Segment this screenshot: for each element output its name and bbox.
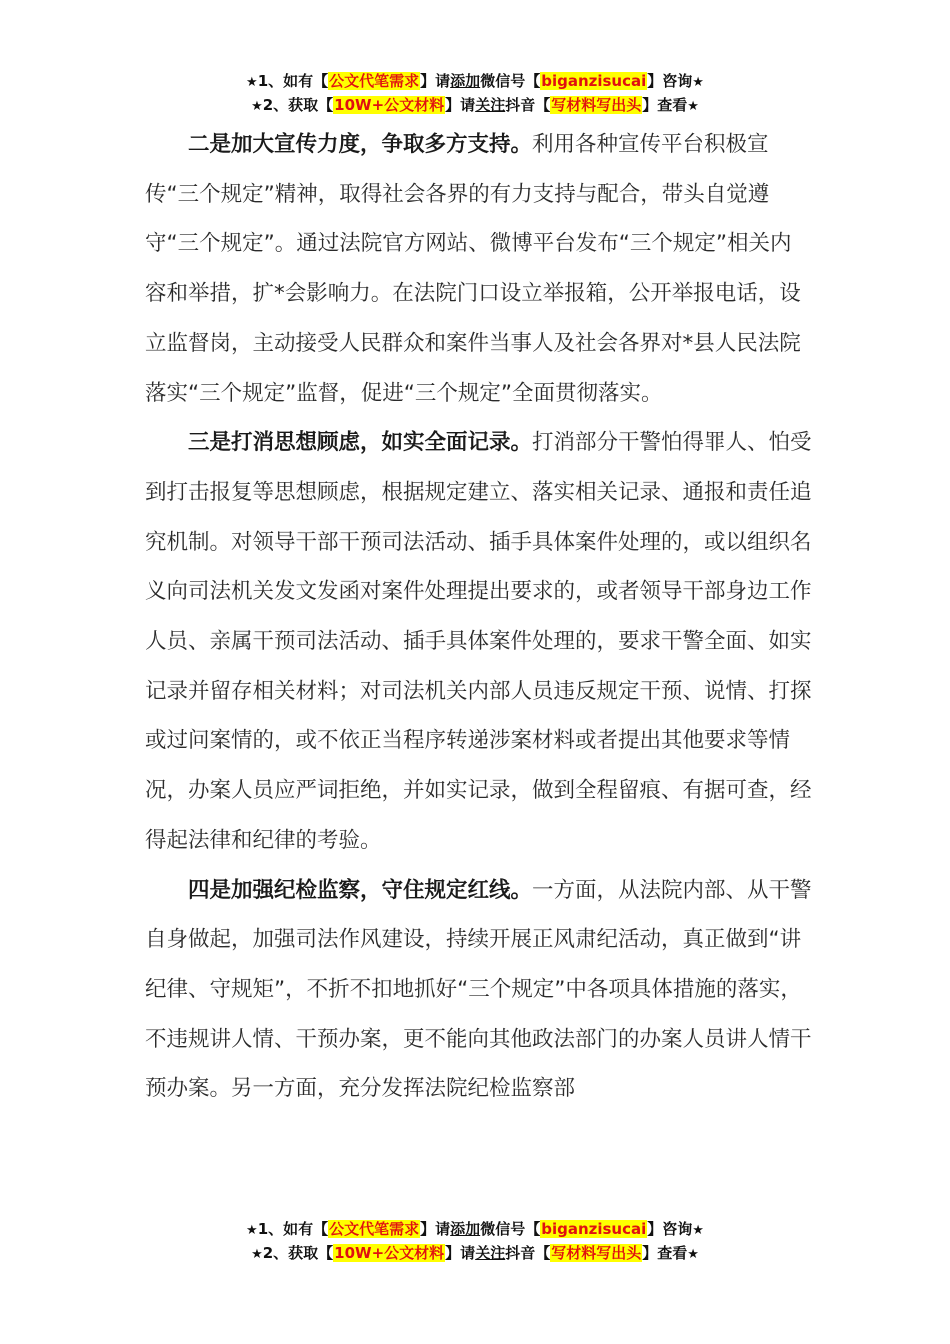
star-icon: ★ (692, 75, 704, 90)
banner-line-1 (0, 70, 950, 94)
paragraph-records (145, 418, 813, 865)
document-body (145, 120, 813, 1114)
banner-text: 2、获取【 (262, 1244, 334, 1262)
paragraph-heading: 二是加大宣传力度，争取多方支持。 (188, 132, 533, 157)
underlined-add: 添加 (450, 1220, 481, 1238)
banner-line-2 (0, 94, 950, 118)
underlined-add: 添加 (450, 72, 481, 90)
paragraph-text: 打消部分干警怕得罪人、怕受到打击报复等思想顾虑，根据规定建立、落实相关记录、通报和责任追究机制。对领导干部干预司法活动、插手具体案件处理的，或以组织名义向司法机关发文发函对案件处理提出要求的，或者领导干部身边工作人员、亲属干预司法活动、插手具体案件处理的，要求干警全面、如实记录并留存相关材料；对司法机关内部人员违反规定干预、说情、打探或过问案情的，或不依正当程序转递涉案材料或者提出其他要求等情况，办案人员应严词拒绝，并如实记录，做到全程留痕、有据可查，经得起法律和纪律的考验。 (145, 430, 812, 853)
highlight-wechat-id: biganzisucai (541, 1220, 647, 1238)
highlight-wechat-id: biganzisucai (541, 72, 647, 90)
highlight-douyin: 写材料写出头 (551, 96, 642, 114)
banner-text: 微信号【 (480, 72, 541, 90)
paragraph-publicity (145, 120, 813, 418)
star-icon: ★ (687, 1247, 699, 1262)
banner-text: 】咨询 (647, 1220, 693, 1238)
banner-text: 抖音【 (505, 96, 551, 114)
footer-banner (0, 1218, 950, 1266)
highlight-service: 公文代笔需求 (329, 1220, 420, 1238)
paragraph-heading: 三是打消思想顾虑，如实全面记录。 (188, 430, 533, 456)
banner-text: 】查看 (642, 1244, 688, 1262)
highlight-materials: 10W+公文材料 (334, 96, 445, 114)
underlined-follow: 关注 (475, 96, 506, 114)
highlight-service: 公文代笔需求 (329, 72, 420, 90)
paragraph-heading: 四是加强纪检监察，守住规定红线。 (188, 877, 533, 903)
underlined-follow: 关注 (475, 1244, 506, 1262)
highlight-douyin: 写材料写出头 (551, 1244, 642, 1262)
header-banner (0, 70, 950, 118)
banner-text: 】请 (445, 1244, 476, 1262)
star-icon: ★ (246, 1223, 258, 1238)
banner-text: 】请 (445, 96, 476, 114)
banner-text: 2、获取【 (262, 96, 334, 114)
banner-text: 】请 (420, 1220, 451, 1238)
paragraph-text: 一方面，从法院内部、从干警自身做起，加强司法作风建设，持续开展正风肃纪活动，真正做到“讲纪律、守规矩”，不折不扣地抓好“三个规定”中各项具体措施的落实，不违规讲人情、干预办案，更不能向其他政法部门的办案人员讲人情干预办案。另一方面，充分发挥法院纪检监察部 (145, 877, 812, 1102)
banner-line-1 (0, 1218, 950, 1242)
banner-text: 】查看 (642, 96, 688, 114)
banner-text: 1、如有【 (257, 1220, 329, 1238)
star-icon: ★ (687, 99, 699, 114)
star-icon: ★ (692, 1223, 704, 1238)
star-icon: ★ (246, 75, 258, 90)
highlight-materials: 10W+公文材料 (334, 1244, 445, 1262)
banner-text: 1、如有【 (257, 72, 329, 90)
star-icon: ★ (251, 1247, 263, 1262)
paragraph-discipline (145, 866, 813, 1115)
star-icon: ★ (251, 99, 263, 114)
banner-text: 微信号【 (480, 1220, 541, 1238)
paragraph-text: 利用各种宣传平台积极宣传“三个规定”精神，取得社会各界的有力支持与配合，带头自觉遵守“三个规定”。通过法院官方网站、微博平台发布“三个规定”相关内容和举措，扩*会影响力。在法院门口设立举报箱，公开举报电话，设立监督岗，主动接受人民群众和案件当事人及社会各界对*县人民法院落实“三个规定”监督，促进“三个规定”全面贯彻落实。 (145, 132, 801, 406)
banner-text: 】请 (420, 72, 451, 90)
banner-text: 】咨询 (647, 72, 693, 90)
banner-line-2 (0, 1242, 950, 1266)
banner-text: 抖音【 (505, 1244, 551, 1262)
